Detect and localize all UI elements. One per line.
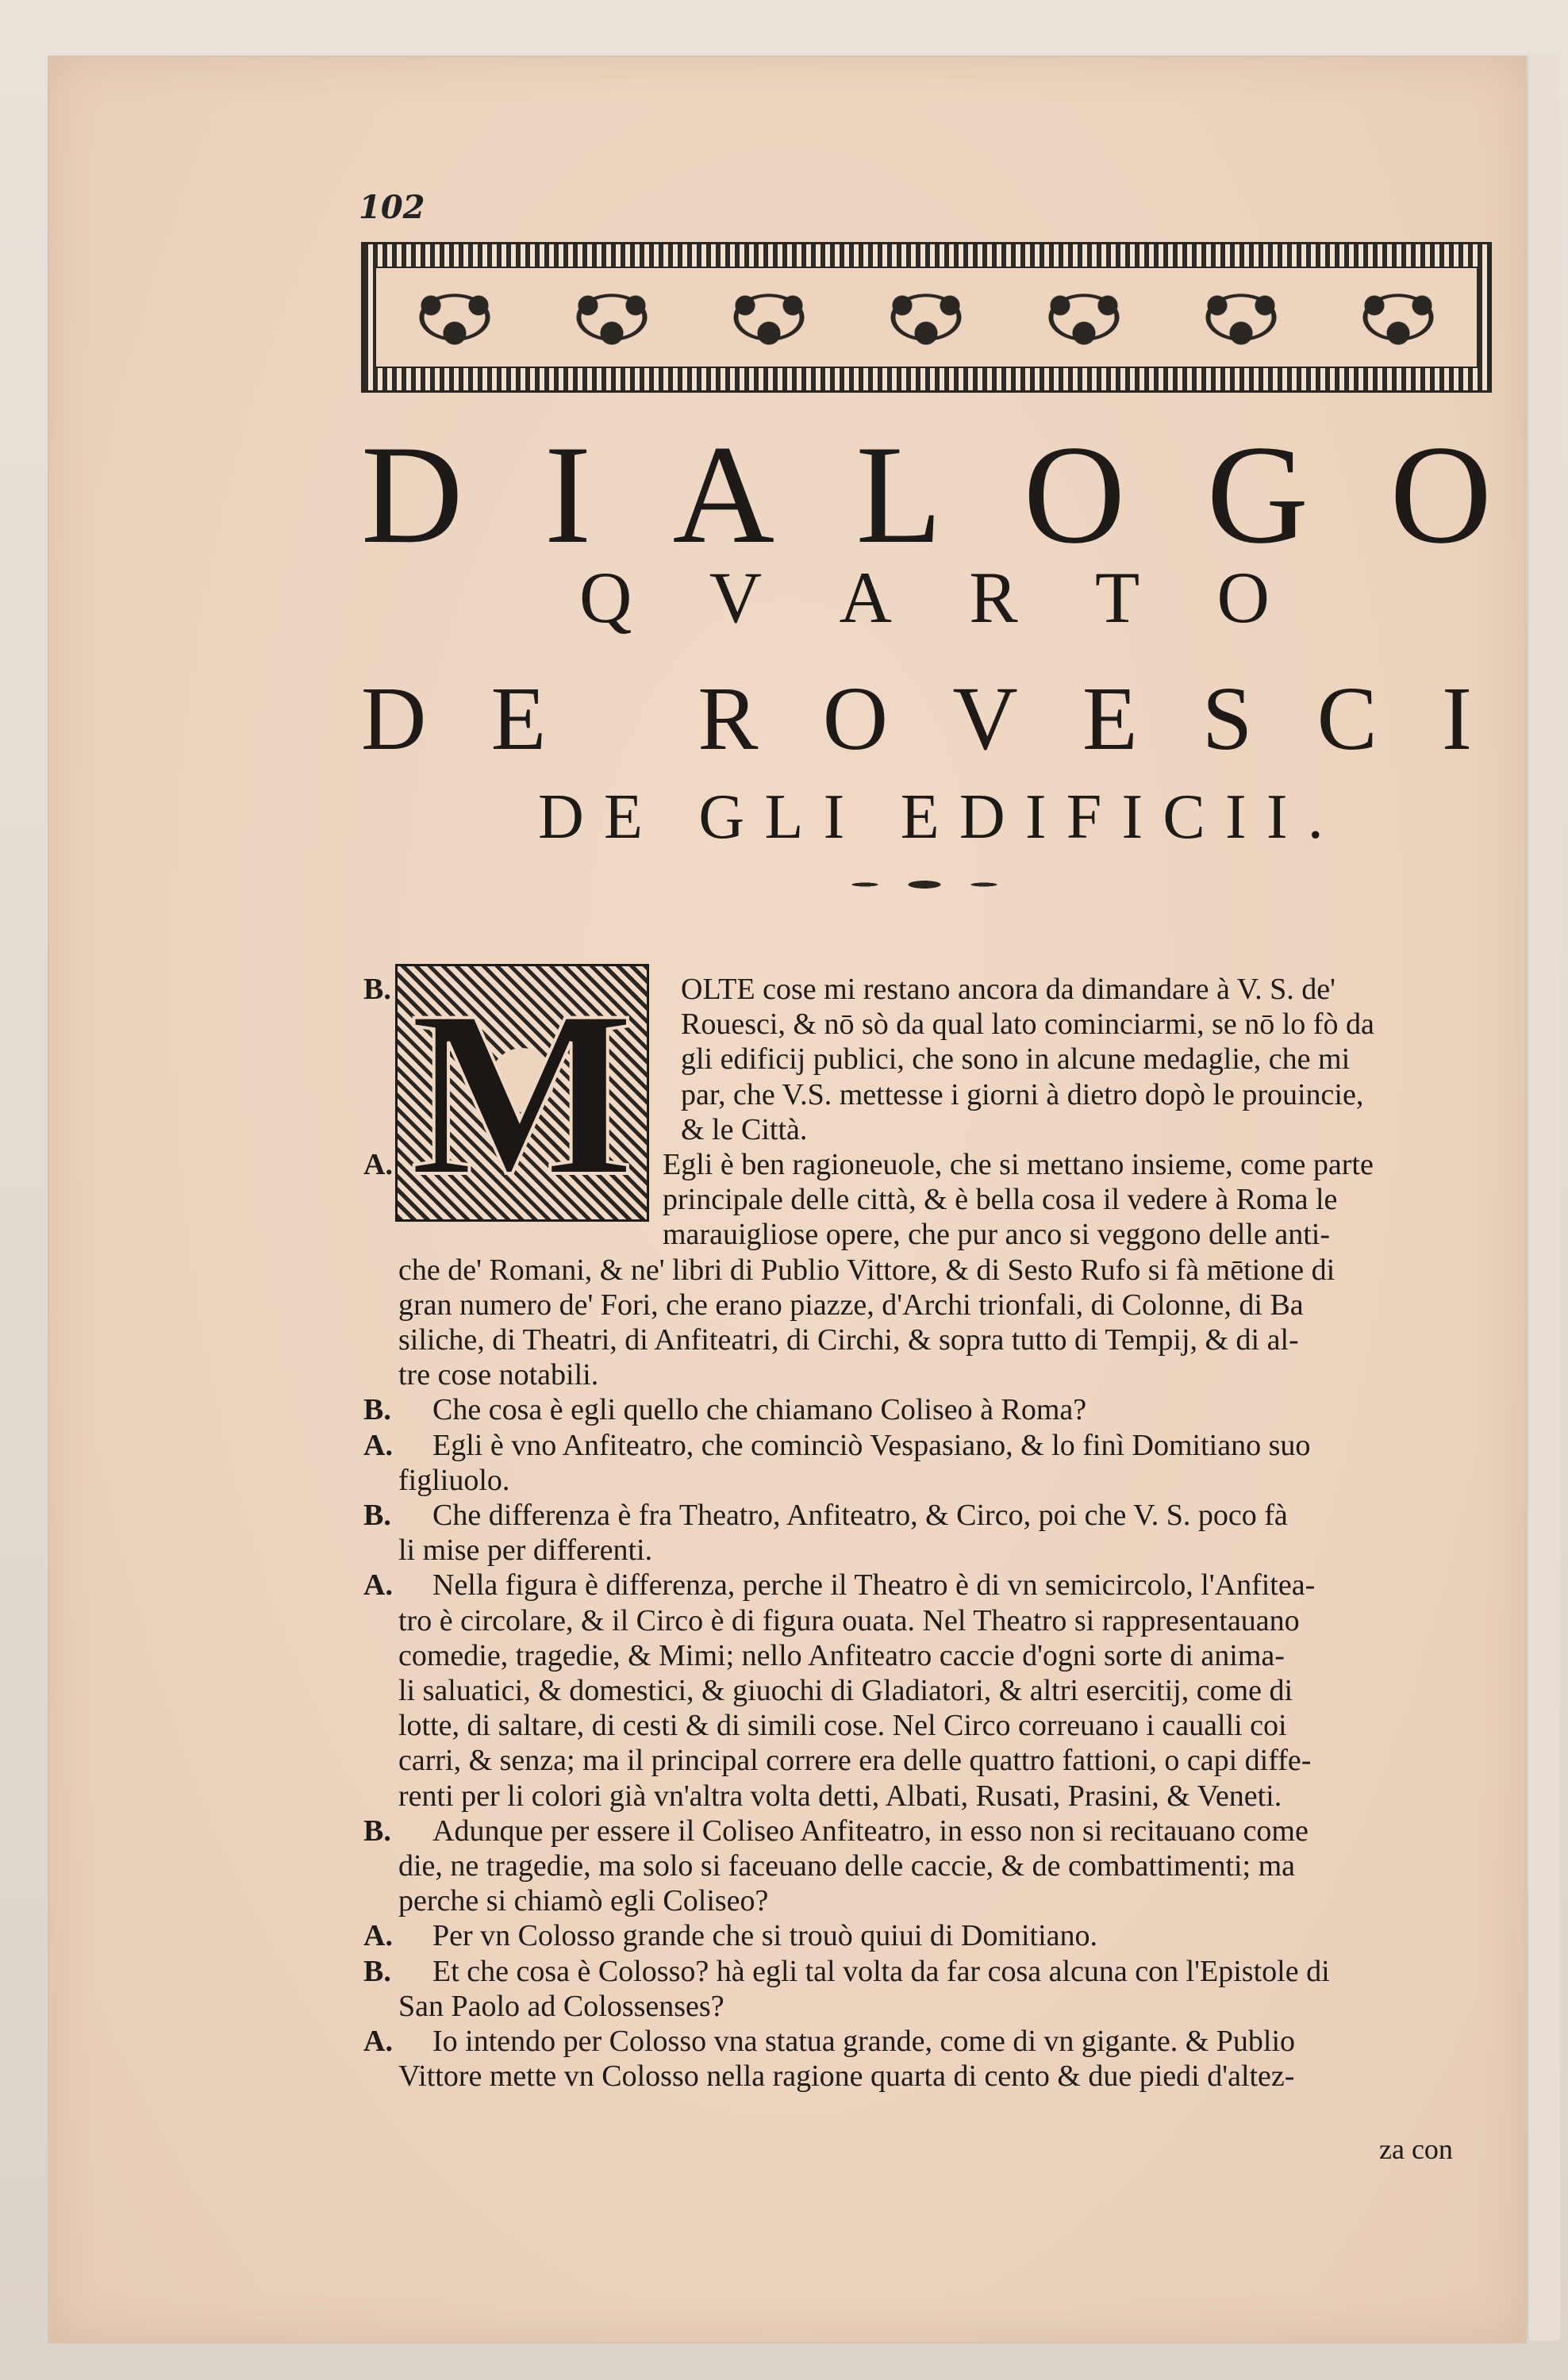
text-line: Adunque per essere il Coliseo Anfiteatro, in esso non si recitauano come xyxy=(432,1814,1309,1848)
text-line: Nella figura è differenza, perche il Theatro è di vn semicircolo, l'Anfitea- xyxy=(432,1568,1316,1603)
speaker-label: A. xyxy=(363,2025,393,2058)
title-letter: Q xyxy=(579,557,632,638)
speaker-label: A. xyxy=(363,1148,393,1181)
text-line: par, che V.S. mettesse i giorni à dietro dopò le prouincie, xyxy=(681,1077,1364,1111)
text-line: tre cose notabili. xyxy=(398,1358,599,1392)
catchword: za con xyxy=(1379,2133,1453,2165)
text-line: principale delle città, & è bella cosa il vedere à Roma le xyxy=(663,1183,1338,1217)
title-letter: O xyxy=(1023,416,1126,573)
text-line: OLTE cose mi restano ancora da dimandare à V. S. de' xyxy=(681,973,1336,1006)
title-letter: G xyxy=(698,782,745,852)
title-letter: I xyxy=(823,782,845,852)
title-letter xyxy=(663,781,678,854)
dropcap-letter: M xyxy=(409,961,635,1225)
text-line: siliche, di Theatri, di Anfiteatri, di Circhi, & sopra tutto di Tempij, & di al- xyxy=(398,1323,1299,1357)
ornament-icon xyxy=(395,278,514,357)
text-line: li saluatici, & domestici, & giuochi di Gladiatori, & altri esercitij, come di xyxy=(398,1674,1293,1707)
text-line: tro è circolare, & il Circo è di figura ouata. Nel Theatro si rappresentauano xyxy=(398,1603,1300,1637)
text-line: Per vn Colosso grande che si trouò quiui di Domitiano. xyxy=(432,1919,1098,1953)
text-line: carri, & senza; ma il principal correre era delle quattro fattioni, o capi diffe- xyxy=(398,1744,1312,1778)
title-letter: I xyxy=(1266,782,1288,852)
text-line: comedie, tragedie, & Mimi; nello Anfiteatro caccie d'ogni sorte di anima- xyxy=(398,1638,1285,1672)
title-letter: R xyxy=(969,557,1018,638)
text-line: perche si chiamò egli Coliseo? xyxy=(398,1884,769,1918)
text-line: Egli è ben ragioneuole, che si mettano insieme, come parte xyxy=(663,1148,1374,1181)
text-line: Egli è vno Anfiteatro, che cominciò Vespasiano, & lo finì Domitiano suo xyxy=(432,1428,1311,1462)
title-letter: E xyxy=(1082,668,1138,769)
text-line: gran numero de' Fori, che erano piazze, d'Archi trionfali, di Colonne, di Ba xyxy=(398,1288,1304,1322)
title-letter: I xyxy=(1121,782,1143,852)
title-letter: D xyxy=(959,782,1005,852)
text-line: Che cosa è egli quello che chiamano Coliseo à Roma? xyxy=(432,1393,1087,1427)
dropcap xyxy=(395,961,649,1225)
title-letter: O xyxy=(1216,557,1270,638)
title-letter: O xyxy=(1389,416,1492,573)
title-line-3 xyxy=(361,666,1472,769)
title-letter xyxy=(864,781,880,854)
title-letter: L xyxy=(855,416,943,573)
ornament-icon xyxy=(709,278,828,357)
title-line-4 xyxy=(538,781,1324,853)
text-line: lotte, di saltare, di cesti & di simili cose. Nel Circo correuano i caualli coi xyxy=(398,1709,1287,1743)
title-letter: C xyxy=(1316,668,1378,769)
ornament-icon xyxy=(867,278,986,357)
text-line: marauigliose opere, che pur anco si veggono delle anti- xyxy=(663,1218,1330,1252)
text-line: figliuolo. xyxy=(398,1463,510,1497)
title-letter: O xyxy=(822,668,889,769)
title-letter xyxy=(611,666,634,771)
title-letter: T xyxy=(1094,557,1140,638)
title-letter: F xyxy=(1066,782,1102,852)
fleuron-icon xyxy=(825,861,1024,908)
text-line: Rouesci, & nō sò da qual lato cominciarmi, se nō lo fò da xyxy=(681,1008,1374,1042)
title-letter: L xyxy=(764,782,804,852)
title-letter: D xyxy=(538,782,584,852)
title-line-1 xyxy=(361,413,1492,573)
text-line: renti per li colori già vn'altra volta detti, Albati, Rusati, Prasini, & Veneti. xyxy=(398,1779,1282,1813)
speaker-label: A. xyxy=(363,1568,393,1603)
speaker-label: B. xyxy=(363,1499,391,1532)
adjacent-page-edge xyxy=(1528,56,1560,2340)
text-line: Io intendo per Colosso vna statua grande, come di vn gigante. & Publio xyxy=(432,2025,1296,2058)
title-letter: R xyxy=(698,668,759,769)
header-ornament xyxy=(361,242,1492,393)
title-letter: V xyxy=(952,668,1018,769)
title-letter: D xyxy=(361,416,463,573)
title-letter: I xyxy=(1225,782,1247,852)
title-letter: I xyxy=(1441,668,1472,769)
text-line: die, ne tragedie, ma solo si faceuano delle caccie, & de combattimenti; ma xyxy=(398,1849,1296,1883)
speaker-label: A. xyxy=(363,1428,393,1462)
title-letter: A xyxy=(839,557,892,638)
text-line: & le Città. xyxy=(681,1112,808,1146)
title-letter: A xyxy=(672,416,775,573)
text-line: gli edificij publici, che sono in alcune medaglie, che mi xyxy=(681,1042,1351,1077)
speaker-label: B. xyxy=(363,1393,391,1427)
speaker-label: A. xyxy=(363,1919,393,1953)
text-line: Che differenza è fra Theatro, Anfiteatro, & Circo, poi che V. S. poco fà xyxy=(432,1499,1288,1532)
title-letter: G xyxy=(1206,416,1309,573)
title-letter: C xyxy=(1163,782,1205,852)
ornament-icon xyxy=(1024,278,1143,357)
speaker-label: B. xyxy=(363,1954,391,1988)
text-line: che de' Romani, & ne' libri di Publio Vittore, & di Sesto Rufo si fà mētione di xyxy=(398,1253,1335,1287)
text-line: li mise per differenti. xyxy=(398,1534,653,1568)
speaker-label: B. xyxy=(363,1814,391,1848)
text-line: Et che cosa è Colosso? hà egli tal volta da far cosa alcuna con l'Epistole di xyxy=(432,1954,1330,1988)
text-line: San Paolo ad Colossenses? xyxy=(398,1989,724,2023)
title-letter: D xyxy=(361,668,427,769)
title-letter: E xyxy=(604,782,643,852)
title-letter: I xyxy=(544,416,592,573)
title-letter: V xyxy=(709,557,763,638)
title-letter: E xyxy=(900,782,940,852)
title-letter: S xyxy=(1201,668,1253,769)
title-letter: E xyxy=(490,668,547,769)
ornament-icon xyxy=(552,278,671,357)
ornament-icon xyxy=(1182,278,1301,357)
title-letter: . xyxy=(1307,782,1324,852)
title-letter: I xyxy=(1024,782,1047,852)
title-line-2 xyxy=(579,555,1270,638)
text-line: Vittore mette vn Colosso nella ragione quarta di cento & due piedi d'altez- xyxy=(398,2059,1295,2094)
speaker-label: B. xyxy=(363,973,391,1006)
page-number: 102 xyxy=(359,189,425,226)
ornament-icon xyxy=(1339,278,1458,357)
